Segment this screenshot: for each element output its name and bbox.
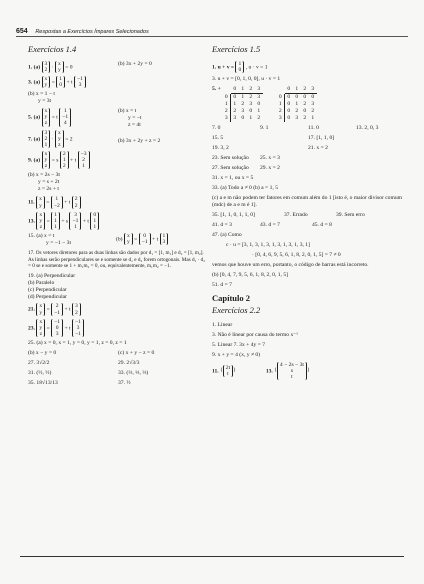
answer-5: 5. (a) x y z = t 1 −1 4 (b) x = t y = −t z = 4t <box>28 108 142 129</box>
table-cell: 2 <box>301 86 309 94</box>
answer-35-37: 35. 18√13/13 37. ½ <box>28 380 131 387</box>
answer-r7-13: 7. 0 9. 1 11. 0 13. 2, 0, 3 <box>212 124 379 131</box>
answer-3b: (b) x = 1 − t y = 3t <box>28 91 55 105</box>
table-cell: 2 <box>311 107 315 114</box>
running-title: Respostas a Exercícios Ímpares Selecionados <box>35 29 149 35</box>
addition-table <box>223 86 263 122</box>
answer-25: 25. (a) x = 0, x = 1, y = 0, y = 1, z = 0, z = 1 <box>28 340 127 347</box>
answer-r3: 3. u + v = [0, 1, 0, 0], u · v = 1 <box>212 75 281 82</box>
answer-17: 17. Os vetores diretores para as duas linhas são dados por d₁ = [1, m₁] e d₂ = [1, m₂]. As linhas serão perpendiculares se e somente se d₁ e d₂ forem ortogonais. Mas d₁ · d₂ = 0 se e somente se 1 + m₁m₂ = 0, ou, equivalentemente, m₁m₂ = −1. <box>28 250 206 270</box>
chapter-title: Capítulo 2 <box>212 292 251 303</box>
header-rule <box>16 36 408 37</box>
table-cell: 1 <box>293 86 301 94</box>
vector: 3 2 <box>42 61 51 73</box>
table-cell: 0 <box>287 93 291 100</box>
table-cell: 3 <box>249 100 253 107</box>
answer-r27-29: 27. Sem solução 29. x = 2 <box>212 164 280 171</box>
table-cell: 1 <box>295 100 299 107</box>
answer-9: 9. (a) x y z = s 2 1 2 + t −3 2 1 <box>28 151 208 169</box>
table-cell: 0 <box>295 93 299 100</box>
answer-r47-text: vemos que houve um erro, portanto, o código de barras está incorreto. <box>212 261 369 268</box>
section-title-1-4: Exercícios 1.4 <box>28 44 77 54</box>
table-cell: 2 <box>257 114 261 121</box>
answer-c11-13: 11. { 2t t } 13. { 4 − 2s − 3t s t } <box>212 361 310 381</box>
answer-c9: 9. x + y = 4 (x, y ≠ 0) <box>212 351 261 358</box>
answer-r47-line1: c · u = [3, 1, 3, 1, 3, 1, 3, 1, 3, 1, 3, 1] <box>226 241 310 248</box>
table-cell: 3 <box>241 107 245 114</box>
answer-21: 21. x y = 2 −1 + t 3 2 <box>28 303 208 315</box>
table-cell: 3 <box>257 93 261 100</box>
table-cell: 2 <box>241 100 245 107</box>
table-cell: 3 <box>311 100 315 107</box>
answer-r47b: (b) [0, 4, 7, 9, 5, 6, 1, 8, 2, 0, 1, 5] <box>212 271 288 278</box>
table-cell: 0 <box>223 94 231 101</box>
table-cell: 0 <box>311 93 315 100</box>
section-title-2-2: Exercícios 2.2 <box>212 305 261 316</box>
table-cell: 1 <box>223 101 231 108</box>
table-cell: 0 <box>287 100 291 107</box>
table-cell: 1 <box>311 114 315 121</box>
answer-r1: 1. u + v = 1 0 , u · v = 1 <box>212 60 268 73</box>
answer-11: 11. x y = 1 −2 + t 2 2 <box>28 196 208 208</box>
multiplication-table <box>277 86 317 122</box>
table-cell: 0 <box>233 93 237 100</box>
answer-c1: 1. Linear <box>212 321 233 328</box>
answer-c5-7: 5. Linear 7. 3x + 4y = 7 <box>212 341 266 348</box>
answer-19: 19. (a) Perpendicular (b) Paralelo (c) Perpendicular (d) Perpendicular <box>28 272 76 300</box>
answer-r47-line2: · [0, 4, 6, 9, 5, 6, 1, 8, 2, 0, 1, 5] = 7 ≠ 0 <box>252 251 341 258</box>
answer-r15-17: 15. 5 17. [1, 1, 0] <box>212 134 335 141</box>
answer-r33: 33. (a) Todo a ≠ 0 (b) a = 1, 5 <box>212 184 279 191</box>
right-column <box>212 44 402 383</box>
answer-23: 23. x y z = −1 0 3 + t −1 3 −1 <box>28 319 208 337</box>
table-cell: 2 <box>277 108 285 115</box>
table-cell: 2 <box>233 107 237 114</box>
table-cell: 2 <box>303 100 307 107</box>
answer-r51: 51. d = 7 <box>212 281 232 288</box>
table-cell: 1 <box>233 100 237 107</box>
answer-r5-tables: 5. + 0 1 2 3 0 0 1 2 3 1 1 2 3 0 2 2 3 0 1 3 3 0 1 2 0 1 2 3 0 0 0 0 0 1 0 1 2 3 2 0 2 0 2 3 0 3 2 1 <box>212 86 402 122</box>
table-cell: 0 <box>303 93 307 100</box>
table-cell: 3 <box>233 114 237 121</box>
table-cell: 0 <box>277 94 285 101</box>
table-cell: 1 <box>257 107 261 114</box>
answer-27-29: 27. 3√2/2 29. 2√3/3 <box>28 360 140 367</box>
answer-r31: 31. x = 1, ou x = 5 <box>212 174 254 181</box>
table-cell: 3 <box>223 115 231 122</box>
answer-r47: 47. (a) Como <box>212 231 242 238</box>
answer-25bc: (b) x − y = 0 (c) x + y − z = 0 <box>28 350 155 357</box>
table-cell: 1 <box>241 93 245 100</box>
answer-r35-39: 35. [1, 1, 0, 1, 1, 0] 37. Errado 39. Sem erro <box>212 211 365 218</box>
answer-3: 3. (a) x y = 1 0 + t −1 3 <box>28 76 208 88</box>
table-cell <box>277 86 285 94</box>
answer-7: 7. (a) 3 2 1 · x y z = 2 (b) 3x + 2y + z = 2 <box>28 129 161 148</box>
answer-r33c: (c) a e m não podem ter fatores em comum além do 1 [isto é, o maior divisor comum (mdc) de a e m é 1]. <box>212 194 402 208</box>
answer-9b: (b) x = 2s − 3t y = s + 2t z = 2s + t <box>28 172 60 193</box>
table-cell: 0 <box>287 107 291 114</box>
answer-r41-45: 41. d = 3 43. d = 7 45. d = 8 <box>212 221 332 228</box>
table-cell: 0 <box>241 114 245 121</box>
table-cell: 2 <box>247 86 255 94</box>
answer-r19-21: 19. 3, 2 21. x = 2 <box>212 144 328 151</box>
table-cell: 3 <box>277 115 285 122</box>
section-title-1-5: Exercícios 1.5 <box>212 44 261 54</box>
table-cell: 0 <box>257 100 261 107</box>
table-cell: 2 <box>303 114 307 121</box>
table-cell: 1 <box>277 101 285 108</box>
table-cell: 3 <box>309 86 317 94</box>
answer-1: 1. (a) 3 2 · x y = 0 (b) 3x + 2y = 0 <box>28 60 152 73</box>
page-number: 654 <box>16 28 28 35</box>
answer-c3: 3. Não é linear por causa do termo x⁻¹ <box>212 331 298 338</box>
table-cell: 2 <box>249 93 253 100</box>
table-cell: 1 <box>249 114 253 121</box>
table-cell: 2 <box>223 108 231 115</box>
page-header <box>16 28 149 35</box>
table-cell: 0 <box>249 107 253 114</box>
table-cell: 0 <box>285 86 293 94</box>
table-cell: 3 <box>255 86 263 94</box>
left-column <box>28 44 208 390</box>
footer-rule <box>20 556 404 557</box>
table-cell: 0 <box>231 86 239 94</box>
table-cell <box>223 86 231 94</box>
table-cell: 0 <box>287 114 291 121</box>
table-cell: 3 <box>295 114 299 121</box>
table-cell: 1 <box>239 86 247 94</box>
table-cell: 2 <box>295 107 299 114</box>
answer-r23-25: 23. Sem solução 25. x = 3 <box>212 154 280 161</box>
answer-31-33: 31. (½, ½) 33. (⅔, ⅓, ⅔) <box>28 370 149 377</box>
answer-15: 15. (a) x = t y = −1 − 3t (b) x y = 0 −1 + t 1 3 <box>28 233 208 247</box>
table-cell: 0 <box>303 107 307 114</box>
vector: x y <box>55 61 64 73</box>
answer-13: 13. x y z = 1 1 1 + s 3 −1 1 + t 0 1 1 <box>28 212 208 230</box>
